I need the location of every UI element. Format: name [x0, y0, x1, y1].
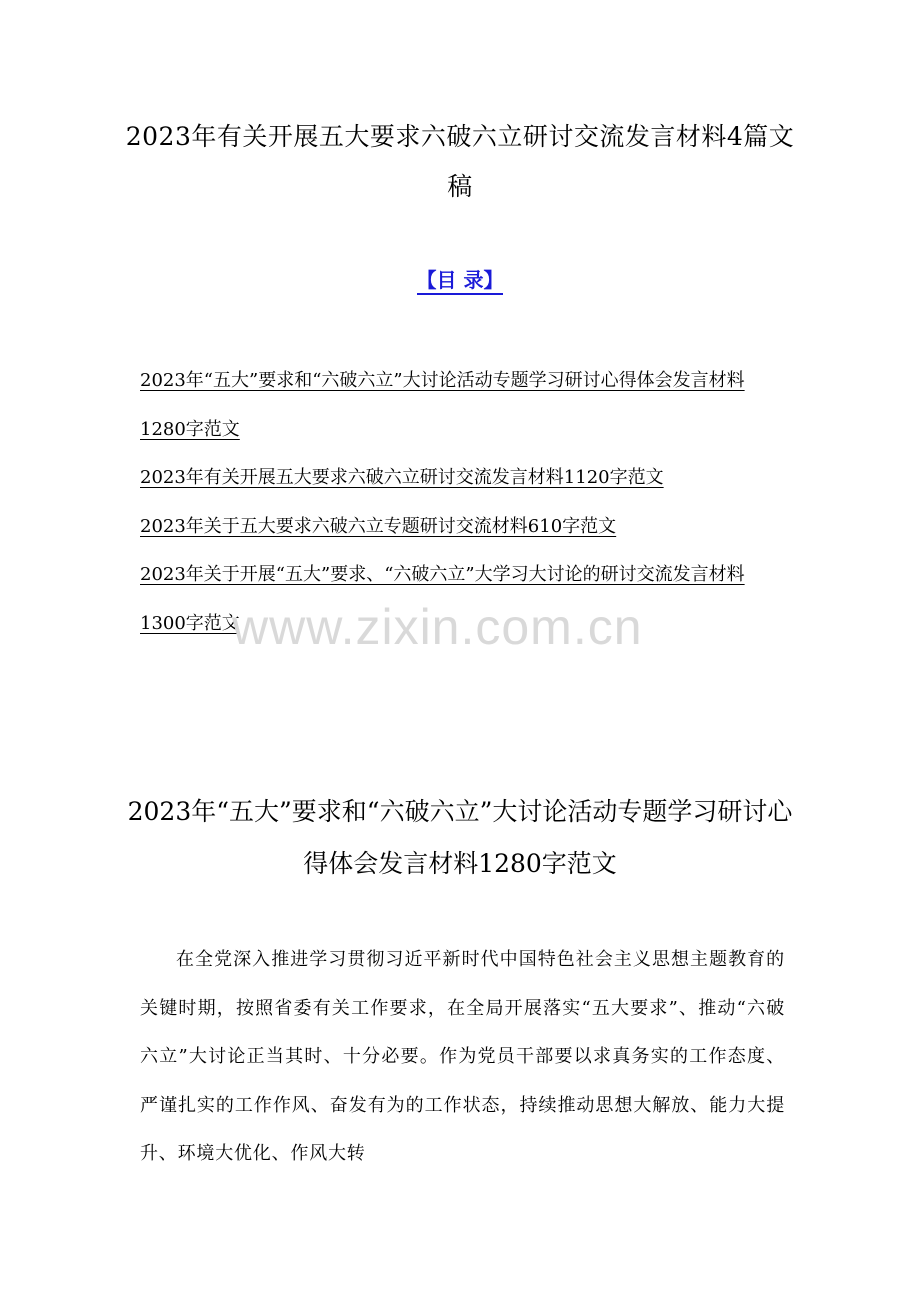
toc-item-4[interactable]: 2023年关于开展“五大”要求、“六破六立”大学习大讨论的研讨交流发言材料1300字范文 [140, 564, 745, 634]
section-title: 2023年“五大”要求和“六破六立”大讨论活动专题学习研讨心得体会发言材料1280字范文 [127, 797, 793, 878]
table-of-contents [140, 357, 790, 648]
toc-item-3[interactable]: 2023年关于五大要求六破六立专题研讨交流材料610字范文 [140, 515, 617, 537]
watermark: www.zixin.com.cn [232, 599, 643, 655]
body-paragraph: 在全党深入推进学习贯彻习近平新时代中国特色社会主义思想主题教育的关键时期，按照省委有关工作要求，在全局开展落实“五大要求”、推动“六破六立”大讨论正当其时、十分必要。作为党员干部要以求真务实的工作态度、严谨扎实的工作作风、奋发有为的工作状态，持续推动思想大解放、能力大提升、环境大优化、作风大转 [140, 949, 785, 1164]
toc-item-2[interactable]: 2023年有关开展五大要求六破六立研讨交流发言材料1120字范文 [140, 467, 664, 488]
toc-item-1[interactable]: 2023年“五大”要求和“六破六立”大讨论活动专题学习研讨心得体会发言材料1280字范文 [140, 370, 745, 440]
toc-heading-label: 【目 录】 [417, 268, 504, 295]
document-title: 2023年有关开展五大要求六破六立研讨交流发言材料4篇文稿 [125, 122, 795, 201]
toc-heading [0, 264, 920, 296]
